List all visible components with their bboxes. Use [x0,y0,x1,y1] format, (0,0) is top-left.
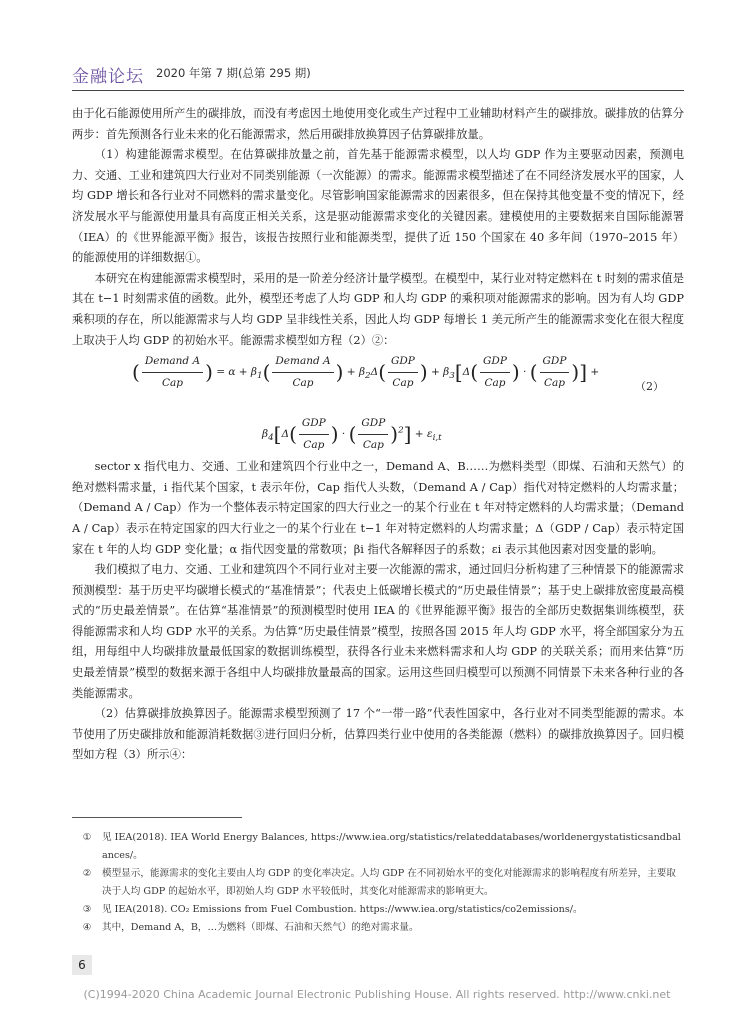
footnote: ① 见 IEA(2018). IEA World Energy Balances, https://www.iea.org/statistics/relateddatabases/worldenergystatisticsandbalances/。 [82,832,681,861]
footnote: ④ 其中，Demand A，B，…为燃料（即煤、石油和天然气）的绝对需求量。 [82,922,419,933]
footnote: ② 模型显示，能源需求的变化主要由人均 GDP 的变化率决定。人均 GDP 在不同初始水平的变化对能源需求的影响程度有所差异，主要取决于人均 GDP 的起始水平，即初始人均 GDP 水平较低时，其变化对能源需求的影响更大。 [82,868,676,897]
equation-2: ( $\frac{\text{Demand A}}{\text{Cap}}$ ) = $\alpha + \beta_1$( $\frac{\text{Demand A}}{\text{Cap}}$ ) + $\beta_2\Delta$( $\frac{\text{GDP}}{\text{Cap}}$ ) + $\beta_3[\Delta$( $\frac{\text{GDP}}{\text{Cap}}$ ) · ( $\frac{\text{GDP}}{\text{Cap}}$ )] + （2） [72,351,684,413]
footnote: ③ 见 IEA(2018). CO₂ Emissions from Fuel Combustion. https://www.iea.org/statistics/co2emissions/。 [82,904,583,915]
journal-title: 金融论坛 [72,67,144,87]
main-text [72,104,684,766]
paragraph: 由于化石能源使用所产生的碳排放，而没有考虑因土地使用变化或生产过程中工业辅助材料产生的碳排放。碳排放的估算分两步：首先预测各行业未来的化石能源需求，然后用碳排放换算因子估算碳排放量。 [72,107,684,141]
issue-info: 2020 年第 7 期(总第 295 期) [156,66,311,80]
equation-2-line2: $\beta_4[\Delta$( $\frac{\text{GDP}}{\text{Cap}}$ ) · ( $\frac{\text{GDP}}{\text{Cap}}$ )$^2] + \varepsilon_{i,t}$ [72,413,684,457]
footnotes [72,829,684,937]
variable-definitions: sector x 指代电力、交通、工业和建筑四个行业中之一，Demand A、B……为燃料类型（即煤、石油和天然气）的绝对燃料需求量，i 指代某个国家，t 表示年份，Cap 指代人头数，（Demand A / Cap）指代对特定燃料的人均需求量；（Demand A / Cap）作为一个整体表示特定国家的四大行业之一的某个行业在 t 年对特定燃料的人均需求量；（Demand A / Cap）表示在特定国家的四大行业之一的某个行业在 t−1 年对特定燃料的人均需求量；Δ（GDP / Cap）表示特定国家在 t 年的人均 GDP 变化量；α 指代因变量的常数项；βi 指代各解释因子的系数；εi 表示其他因素对因变量的影响。 [72,460,684,556]
running-header [72,62,684,91]
page-number: 6 [72,955,92,975]
copyright-line: (C)1994-2020 China Academic Journal Electronic Publishing House. All rights reserved. http://www.cnki.net [83,988,671,1001]
equation-number: （2） [635,380,664,394]
paragraph: （1）构建能源需求模型。在估算碳排放量之前，首先基于能源需求模型，以人均 GDP 作为主要驱动因素，预测电力、交通、工业和建筑四大行业对不同类别能源（一次能源）的需求。能源需求模型描述了在不同经济发展水平的国家，人均 GDP 增长和各行业对不同燃料的需求量变化。尽管影响国家能源需求的因素很多，但在保持其他变量不变的情况下，经济发展水平与能源使用量具有高度正相关关系，这是驱动能源需求变化的关键因素。建模使用的主要数据来自国际能源署（IEA）的《世界能源平衡》报告，该报告按照行业和能源类型，提供了近 150 个国家在 40 多年间（1970–2015 年）的能源使用的详细数据①。 [72,148,684,265]
paragraph: （2）估算碳排放换算因子。能源需求模型预测了 17 个“一带一路”代表性国家中，各行业对不同类型能源的需求。本节使用了历史碳排放和能源消耗数据③进行回归分析，估算四类行业中使用的各类能源（燃料）的碳排放换算因子。回归模型如方程（3）所示④： [72,707,684,762]
footnote-rule [72,817,242,818]
paragraph: 本研究在构建能源需求模型时，采用的是一阶差分经济计量学模型。在模型中，某行业对特定燃料在 t 时刻的需求值是其在 t−1 时刻需求值的函数。此外，模型还考虑了人均 GDP 和人均 GDP 的乘积项对能源需求的影响。因为有人均 GDP 乘积项的存在，所以能源需求与人均 GDP 呈非线性关系，因此人均 GDP 每增长 1 美元所产生的能源需求变化在很大程度上取决于人均 GDP 的初始水平。能源需求模型如方程（2）②： [72,271,684,347]
paragraph: 我们模拟了电力、交通、工业和建筑四个不同行业对主要一次能源的需求，通过回归分析构建了三种情景下的能源需求预测模型：基于历史平均碳增长模式的“基准情景”；代表史上低碳增长模式的“历史最佳情景”；基于史上碳排放密度最高模式的“历史最差情景”。在估算“基准情景”的预测模型时使用 IEA 的《世界能源平衡》报告的全部历史数据集训练模型，获得能源需求和人均 GDP 水平的关系。为估算“历史最佳情景”模型，按照各国 2015 年人均 GDP 水平，将全部国家分为五组，用每组中人均碳排放量最低国家的数据训练模型，获得各行业未来燃料需求和人均 GDP 的关联关系；而用来估算“历史最差情景”模型的数据来源于各组中人均碳排放量最高的国家。运用这些回归模型可以预测不同情景下未来各种行业的各类能源需求。 [72,563,684,700]
